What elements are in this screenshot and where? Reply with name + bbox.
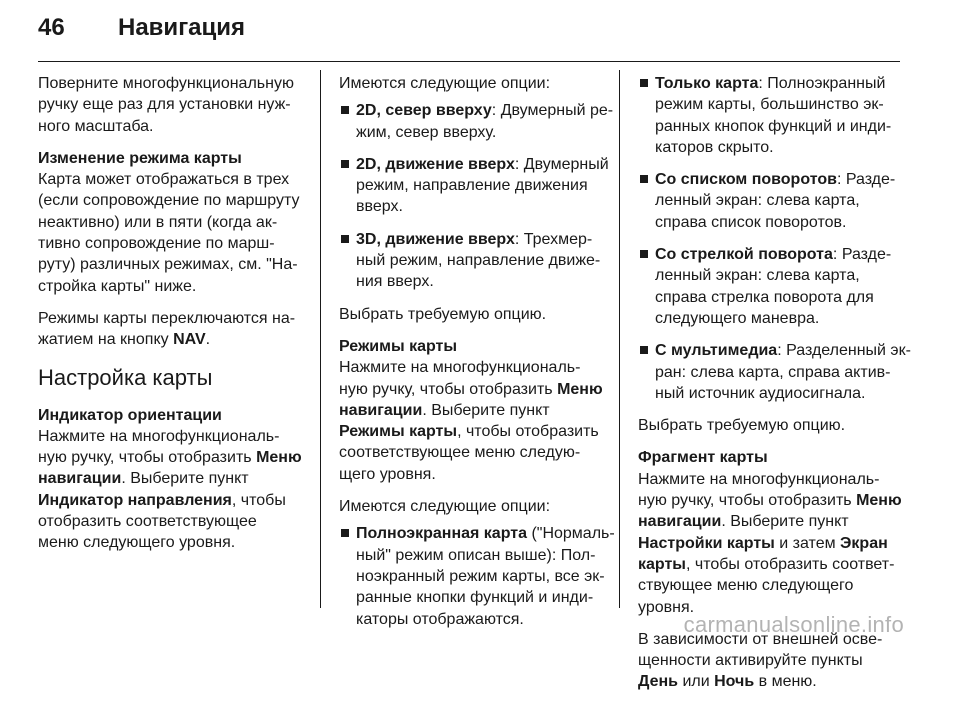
- text-line: следующего маневра.: [655, 309, 820, 327]
- option-term: С мультимедиа: [655, 342, 778, 360]
- text-fragment: , чтобы отобразить: [457, 423, 599, 441]
- option-term: 3D, движение вверх: [356, 230, 515, 248]
- text-line: Карта может отображаться в трех: [38, 171, 290, 189]
- change-mode-heading: Изменение режима карты: [38, 149, 242, 167]
- option-term: Со стрелкой поворота: [655, 246, 833, 264]
- bullet-icon: [341, 160, 349, 168]
- text-fragment: : Двумерный: [514, 155, 609, 173]
- text-line: [38, 329, 316, 350]
- menu-term: навигации: [638, 513, 722, 531]
- menu-term: Настройки карты: [638, 534, 775, 552]
- column-middle: [339, 73, 615, 641]
- option-term: 2D, движение вверх: [356, 155, 515, 173]
- text-line: Нажмите на многофункциональ-: [339, 359, 581, 377]
- choose-option-text: [339, 304, 609, 325]
- option-turn-list: [638, 169, 904, 233]
- menu-term: Меню: [256, 449, 302, 467]
- text-line: [356, 229, 609, 250]
- text-line: [38, 447, 316, 468]
- text-line: Выбрать требуемую опцию.: [339, 305, 547, 323]
- text-line: ноэкранный режим карты, все эк-: [356, 567, 605, 585]
- text-line: каторов скрыто.: [655, 138, 774, 156]
- text-line: справа стрелка поворота для: [655, 288, 874, 306]
- text-line: соответствующее меню следую-: [339, 444, 581, 462]
- day-night-paragraph: [638, 629, 904, 693]
- option-multimedia: [638, 340, 911, 404]
- menu-term: Экран: [840, 534, 888, 552]
- text-line: Нажмите на многофункциональ-: [638, 470, 880, 488]
- text-line: щего уровня.: [339, 465, 436, 483]
- change-mode-paragraph: [38, 148, 316, 297]
- text-line: уровня.: [638, 598, 695, 616]
- text-fragment: .: [205, 331, 211, 349]
- options-intro: [339, 73, 609, 94]
- choose-option-text: [638, 415, 904, 436]
- text-fragment: жатием на кнопку: [38, 331, 174, 349]
- text-fragment: , чтобы: [231, 491, 286, 509]
- option-term: 2D, север вверху: [356, 102, 492, 120]
- text-line: [638, 554, 904, 575]
- text-fragment: . Выберите пункт: [721, 513, 849, 531]
- text-line: жим, север вверху.: [356, 123, 497, 141]
- page-title: Навигация: [118, 14, 246, 41]
- page-number: 46: [38, 14, 65, 41]
- text-fragment: в меню.: [754, 673, 817, 691]
- text-line: ный источник аудиосигнала.: [655, 384, 866, 402]
- text-fragment: : Разде-: [832, 246, 892, 264]
- text-line: Имеются следующие опции:: [339, 498, 551, 516]
- column-left: [38, 73, 316, 565]
- header-rule: [38, 61, 900, 62]
- menu-term: День: [638, 673, 678, 691]
- orientation-paragraph: [38, 405, 316, 554]
- nav-switch-paragraph: [38, 308, 316, 351]
- text-fragment: : Трехмер-: [514, 230, 593, 248]
- fragment-paragraph: [638, 447, 904, 617]
- bullet-icon: [341, 235, 349, 243]
- bullet-icon: [640, 175, 648, 183]
- option-3d-heading-up: [339, 229, 609, 293]
- menu-term: навигации: [38, 470, 122, 488]
- text-line: ленный экран: слева карта,: [655, 192, 860, 210]
- text-line: ный режим, направление движе-: [356, 252, 601, 270]
- text-line: Режимы карты переключаются на-: [38, 309, 296, 327]
- text-line: [339, 421, 609, 442]
- text-line: [638, 490, 904, 511]
- text-line: (если сопровождение по маршруту: [38, 192, 300, 210]
- column-divider-left: [320, 70, 321, 608]
- text-line: [655, 169, 904, 190]
- bullet-icon: [341, 106, 349, 114]
- text-fragment: : Разделенный эк-: [777, 342, 911, 360]
- text-line: вверх.: [356, 198, 403, 216]
- bullet-icon: [640, 346, 648, 354]
- text-fragment: , чтобы отобразить соответ-: [685, 555, 895, 573]
- text-fragment: . Выберите пункт: [121, 470, 249, 488]
- menu-term: Режимы карты: [339, 423, 458, 441]
- text-line: [655, 244, 904, 265]
- option-term: Со списком поворотов: [655, 171, 837, 189]
- text-line: ран: слева карта, справа актив-: [655, 363, 891, 381]
- nav-key-label: NAV: [173, 331, 206, 349]
- text-line: отобразить соответствующее: [38, 513, 257, 531]
- text-fragment: или: [678, 673, 715, 691]
- text-line: ленный экран: слева карта,: [655, 267, 860, 285]
- text-line: ручку еще раз для установки нуж-: [38, 96, 291, 114]
- option-2d-heading-up: [339, 154, 609, 218]
- text-line: ранных кнопок функций и инди-: [655, 117, 892, 135]
- text-fragment: ную ручку, чтобы отобразить: [638, 492, 857, 510]
- text-line: [356, 154, 609, 175]
- column-divider-right: [619, 70, 620, 608]
- option-term: Полноэкранная карта: [356, 525, 527, 543]
- map-modes-paragraph: [339, 336, 609, 485]
- column-right: [638, 73, 911, 704]
- text-line: [356, 523, 615, 544]
- menu-term: навигации: [339, 401, 423, 419]
- text-fragment: : Разде-: [836, 171, 896, 189]
- text-fragment: ("Нормаль-: [527, 525, 615, 543]
- menu-term: Меню: [557, 380, 603, 398]
- option-term: Только карта: [655, 75, 759, 92]
- text-line: ранные кнопки функций и инди-: [356, 589, 594, 607]
- text-fragment: . Выберите пункт: [422, 401, 550, 419]
- text-line: каторы отображаются.: [356, 610, 524, 628]
- option-2d-north-up: [339, 100, 614, 143]
- text-line: [655, 340, 911, 361]
- menu-term: карты: [638, 555, 686, 573]
- menu-term: Ночь: [714, 673, 755, 691]
- text-line: тивно сопровождение по марш-: [38, 235, 275, 253]
- text-line: [638, 511, 904, 532]
- text-line: меню следующего уровня.: [38, 534, 236, 552]
- text-line: [339, 400, 609, 421]
- text-line: ный" режим описан выше): Пол-: [356, 546, 596, 564]
- intro-paragraph: [38, 73, 316, 137]
- text-line: [38, 490, 316, 511]
- text-line: Нажмите на многофункциональ-: [38, 427, 280, 445]
- map-modes-heading: Режимы карты: [339, 337, 458, 355]
- text-line: щенности активируйте пункты: [638, 652, 863, 670]
- text-fragment: и затем: [774, 534, 841, 552]
- text-line: Поверните многофункциональную: [38, 75, 294, 92]
- text-line: режим, направление движения: [356, 177, 588, 195]
- text-line: Выбрать требуемую опцию.: [638, 417, 846, 435]
- text-fragment: ную ручку, чтобы отобразить: [38, 449, 257, 467]
- text-line: ного масштаба.: [38, 117, 154, 135]
- section-heading: Настройка карты: [38, 364, 213, 390]
- option-map-only: [638, 73, 904, 158]
- text-line: [655, 73, 904, 94]
- text-line: Имеются следующие опции:: [339, 75, 551, 92]
- watermark: carmanualsonline.info: [683, 612, 904, 637]
- text-line: ния вверх.: [356, 273, 434, 291]
- text-line: неактивно) или в пяти (когда ак-: [38, 213, 278, 231]
- bullet-icon: [640, 250, 648, 258]
- text-line: справа список поворотов.: [655, 213, 847, 231]
- text-line: ствующее меню следующего: [638, 577, 854, 595]
- bullet-icon: [640, 79, 648, 87]
- text-line: В зависимости от внешней осве-: [638, 630, 883, 648]
- options-intro-2: [339, 496, 609, 517]
- text-fragment: ную ручку, чтобы отобразить: [339, 380, 558, 398]
- text-line: [638, 533, 904, 554]
- orientation-heading: Индикатор ориентации: [38, 406, 222, 424]
- text-fragment: : Двумерный ре-: [491, 102, 614, 120]
- text-line: [356, 100, 614, 121]
- text-line: стройка карты" ниже.: [38, 277, 197, 295]
- text-line: режим карты, большинство эк-: [655, 96, 884, 114]
- text-line: руту) различных режимах, см. "На-: [38, 256, 298, 274]
- bullet-icon: [341, 529, 349, 537]
- menu-term: Индикатор направления: [38, 491, 232, 509]
- option-turn-arrow: [638, 244, 904, 329]
- text-line: [38, 468, 316, 489]
- fragment-heading: Фрагмент карты: [638, 449, 768, 467]
- menu-term: Меню: [856, 492, 902, 510]
- option-fullscreen-map: [339, 523, 615, 629]
- text-line: [339, 379, 609, 400]
- text-line: [638, 671, 904, 692]
- text-fragment: : Полноэкранный: [758, 75, 886, 92]
